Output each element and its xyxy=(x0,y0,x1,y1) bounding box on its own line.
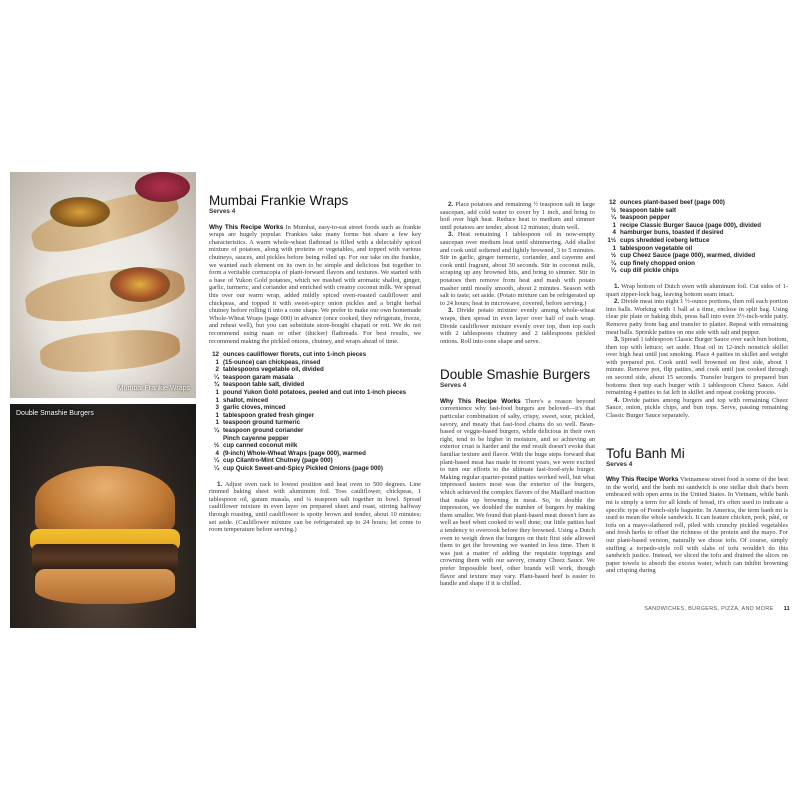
ingredient-item xyxy=(209,366,421,374)
ingredient-item xyxy=(606,229,788,237)
step-number: 2. xyxy=(614,298,620,306)
ingredient-quantity: 12 xyxy=(609,199,616,206)
ingredient-item xyxy=(209,442,421,450)
ingredient-text: teaspoon pepper xyxy=(620,214,670,222)
ingredient-text: teaspoon table salt xyxy=(620,206,677,214)
ingredient-text: Pinch cayenne pepper xyxy=(223,434,289,442)
recipe-title: Mumbai Frankie Wraps xyxy=(209,193,349,208)
step-text: Divide potato mixture evenly among whole-wheat wraps, then spread in even layer over half of each wrap. Divide cauliflower mixture evenly over top, then top each with 2 tablespoons chutney and 2 tablespoons pickled onions. Roll into cone shape and serve. xyxy=(440,307,595,345)
recipe-title: Double Smashie Burgers xyxy=(440,367,591,383)
photo-caption: Double Smashie Burgers xyxy=(16,410,94,417)
ingredient-text: teaspoon garam masala xyxy=(223,373,294,381)
ingredient-text: teaspoon ground coriander xyxy=(223,427,304,435)
why-text: There's a reason beyond convenience why fast-food burgers are beloved—it's that particular combination of salty, crispy, sweet, sour, pickled, savory, and meaty that fast-food chains do so well. Bean-based or veggie-based burgers, while delicious in their own right, tend to be higher in moisture, and so achieving an exterior crust is harder and the end result doesn't evoke that familiar texture and flavor. With the huge steps forward that plant-based meat has made in recent years, we were excited to turn our efforts to the ultimate fast-food-style burger. Making regular quarter-pound patties worked well, but what impressed tasters most was the exterior of the burgers, which achieved the complex flavors of the Maillard reaction that make up browning in meat. So, to double the impression, we doubled the number of burgers by making them smaller. We found that plant-based meat doesn't fare as well as beef when cooked to well done; our little patties had a tendency to overcook before they browned. Using a Dutch oven to weigh down the burgers on their first side allowed them to get the browning we wanted in less time. Then it was just a matter of adding the requisite toppings and crowning them with our savory, creamy Cheez Sauce. We prefer Impossible beef, other brands will work, though flavor and texture may vary. Plant-based beef is easier to handle and shape if it is chilled. xyxy=(440,397,596,588)
serves: Serves 4 xyxy=(209,208,236,215)
ingredient-text: (9-inch) Whole-Wheat Wraps (page 000), warmed xyxy=(223,449,366,457)
step-text: Divide patties among burgers and top with remaining Cheez Sauce, onion, pickle chips, and bun tops. Serve, passing remaining Classic Burger Sauce separately. xyxy=(606,396,788,420)
filling-image xyxy=(110,267,170,302)
bun-top-image xyxy=(35,466,175,536)
ingredient-quantity: ¼ xyxy=(213,373,219,381)
step-text: Adjust oven rack to lowest position and heat oven to 500 degrees. Line rimmed baking sheet with aluminum foil. Toss cauliflower, chickpeas, 1 tablespoon oil, garam masala, and ¼ teaspoon salt together in bowl. Spread cauliflower mixture in even layer on prepared sheet and roast, stirring halfway through roasting, until cauliflower is spotty brown and tender, about 10 minutes; set aside. (Cauliflower mixture can be refrigerated up to 24 hours; let come to room temperature before serving.) xyxy=(209,480,421,534)
ingredient-item xyxy=(209,412,421,420)
why-text: Vietnamese street food is some of the best in the world, and the banh mi sandwich is one stellar dish that's been embraced with open arms in the United States. In Vietnam, while banh mi is simply a term for all kinds of bread, it's often used to indicate a specific type of French-style baguette. In America, the term banh mi is used to mean the whole sandwich. It can feature chicken, pork, pâté, or tofu on a mayo-slathered roll, piled with crunchy pickled vegetables and fresh herbs to offset the richness of the protein and the mayo. For our plant-based version, naturally we chose tofu. Of course, simply stuffing a torpedo-style roll with slabs of tofu wouldn't do this sandwich justice. Instead, we sliced the tofu and drained the slices on paper towels to absorb the excess water, which can inhibit browning and crisping during xyxy=(606,476,789,575)
step-text: Wrap bottom of Dutch oven with aluminum foil. Cut sides of 1-quart zipper-lock bag, leaving bottom seam intact. xyxy=(606,282,788,298)
ingredient-item xyxy=(209,419,421,427)
ingredient-text: teaspoon ground turmeric xyxy=(223,419,301,427)
ingredient-item xyxy=(209,381,421,389)
recipe-step xyxy=(209,480,421,534)
double-smashie-burgers-photo xyxy=(10,404,196,628)
ingredient-text: cup canned coconut milk xyxy=(223,442,298,450)
why-label: Why This Recipe Works xyxy=(440,397,521,405)
ingredient-text: cup finely chopped onion xyxy=(620,259,695,267)
ingredient-text: tablespoon grated fresh ginger xyxy=(223,411,315,419)
ingredient-quantity: 1 xyxy=(215,389,219,397)
ingredient-list xyxy=(209,351,421,473)
step-text: Divide meat into eight 1 ½-ounce portions, then roll each portion into balls. Working with 1 ball at a time, enclose in split bag. Using clear pie plate or baking dish, press ball into even 3½-inch-wide patty. Remove patty from bag and transfer to platter. Repeat with remaining meat balls. Sprinkle patties on one side with salt and pepper. xyxy=(606,298,788,336)
ingredient-text: cup Quick Sweet-and-Spicy Pickled Onions (page 000) xyxy=(223,465,383,472)
ingredient-quantity: 4 xyxy=(612,229,616,237)
ingredient-quantity: 1 xyxy=(215,396,219,404)
section-title: SANDWICHES, BURGERS, PIZZA, AND MORE xyxy=(644,606,774,612)
ingredient-item xyxy=(209,359,421,367)
step-number: 1. xyxy=(217,480,223,488)
ingredient-quantity: 1½ xyxy=(607,236,616,244)
step-number: 3. xyxy=(448,307,454,315)
recipe-title: Tofu Banh Mi xyxy=(606,445,685,461)
recipe-step xyxy=(440,201,595,231)
ingredient-text: shallot, minced xyxy=(223,396,269,404)
ingredient-quantity: ¼ xyxy=(213,465,219,472)
ingredient-quantity: 1 xyxy=(215,358,219,366)
photo-caption: Mumbai Frankie Wraps xyxy=(117,385,190,392)
ingredient-item xyxy=(209,427,421,435)
ingredient-item xyxy=(209,397,421,405)
pickled-onion-bowl xyxy=(135,172,190,202)
column-2 xyxy=(440,201,595,588)
ingredient-quantity: ¼ xyxy=(213,457,219,465)
page-footer xyxy=(605,606,790,612)
ingredient-quantity: ¾ xyxy=(213,381,219,389)
why-label: Why This Recipe Works xyxy=(606,476,679,484)
ingredient-quantity: ¼ xyxy=(213,427,219,435)
ingredient-quantity: ½ xyxy=(610,252,616,260)
ingredient-quantity: 12 xyxy=(212,351,219,359)
recipe-step xyxy=(606,298,788,336)
ingredient-item xyxy=(606,267,788,275)
ingredient-list xyxy=(606,199,788,275)
ingredient-quantity: ¼ xyxy=(610,214,616,222)
step-number: 3. xyxy=(614,336,620,344)
step-text: Place potatoes and remaining ½ teaspoon salt in large saucepan, add cold water to cover by 1 inch, and bring to boil over high heat. Reduce heat to medium and simmer until potatoes are tender, about 12 minutes; drain well. xyxy=(440,201,595,231)
ingredient-item xyxy=(209,465,421,473)
ingredient-text: cup Cheez Sauce (page 000), warmed, divided xyxy=(620,252,756,260)
ingredient-text: (15-ounce) can chickpeas, rinsed xyxy=(223,358,321,366)
ingredient-item xyxy=(606,260,788,268)
ingredient-item xyxy=(606,252,788,260)
ingredient-item xyxy=(606,237,788,245)
step-number: 4. xyxy=(614,396,620,404)
wrap-image xyxy=(39,326,182,376)
ingredient-item xyxy=(209,457,421,465)
ingredient-item xyxy=(606,199,788,207)
serves: Serves 4 xyxy=(440,382,467,390)
ingredient-item xyxy=(606,245,788,253)
step-number: 2. xyxy=(448,201,454,208)
step-number: 1. xyxy=(614,282,620,290)
why-label: Why This Recipe Works xyxy=(209,223,284,231)
ingredient-text: recipe Classic Burger Sauce (page 000), divided xyxy=(620,221,761,229)
ingredient-text: hamburger buns, toasted if desired xyxy=(620,229,724,237)
ingredient-item xyxy=(606,222,788,230)
ingredient-quantity: 1 xyxy=(215,411,219,419)
mumbai-frankie-wraps-photo xyxy=(10,172,196,398)
ingredient-quantity: 3 xyxy=(215,404,219,412)
bun-bottom-image xyxy=(35,569,175,604)
page-number: 11 xyxy=(783,606,790,612)
filling-image xyxy=(50,197,110,227)
recipe-step xyxy=(606,397,788,420)
recipe-step xyxy=(440,231,595,307)
ingredient-quantity: ¼ xyxy=(610,259,616,267)
ingredient-text: pound Yukon Gold potatoes, peeled and cut into 1-inch pieces xyxy=(223,389,407,397)
recipe-step xyxy=(606,283,788,298)
ingredient-item xyxy=(209,351,421,359)
ingredient-quantity: 1 xyxy=(612,221,616,229)
step-text: Heat remaining 1 tablespoon oil in now-empty saucepan over medium heat until shimmering. Add shallot and cook until softened and lightly browned, 3 to 5 minutes. Stir in garlic, ginger turmeric, coriander, and cayenne and cook until fragrant, about 30 seconds. Stir in coconut milk, scraping up any browned bits, and bring to simmer. Stir in potatoes then remove from heat and mash with potato masher until mostly smooth, about 2 minutes. Season with salt to taste; set aside. (Potato mixture can be refrigerated up to 24 hours; heat in microwave, covered, before serving.) xyxy=(440,231,595,307)
ingredient-quantity: ½ xyxy=(610,206,616,214)
ingredient-quantity: 1 xyxy=(612,244,616,252)
ingredient-quantity: 1 xyxy=(215,419,219,427)
ingredient-text: ounces cauliflower florets, cut into 1-inch pieces xyxy=(223,351,367,359)
step-number: 3. xyxy=(448,231,454,239)
ingredient-quantity: 4 xyxy=(215,449,219,457)
patty-image xyxy=(32,544,178,572)
ingredient-text: garlic cloves, minced xyxy=(223,404,286,412)
ingredient-text: teaspoon table salt, divided xyxy=(223,381,305,389)
ingredient-quantity: ¼ xyxy=(610,267,616,275)
recipe-step xyxy=(606,336,788,397)
step-text: Spread 1 tablespoon Classic Burger Sauce over each bun bottom, then top with lettuce; set aside. Heat oil in 12-inch nonstick skillet over high heat until just smoking. Place 4 patties in skillet and weight with prepared pot. Cook until well browned on first side, about 1 minute. Remove pot, flip patties, and cook until just cooked through on second side, about 15 seconds. Transfer burgers to prepared bun bottoms then top each burger with 1 tablespoon Cheez Sauce. Add remaining 4 patties to fat left in skillet and repeat cooking process. xyxy=(606,336,788,397)
ingredient-text: ounces plant-based beef (page 000) xyxy=(620,199,725,206)
column-3 xyxy=(606,199,788,575)
ingredient-item xyxy=(209,450,421,458)
ingredient-item xyxy=(606,207,788,215)
recipe-step xyxy=(440,307,595,345)
ingredient-quantity: ½ xyxy=(213,442,219,450)
serves: Serves 4 xyxy=(606,460,633,468)
ingredient-quantity: 2 xyxy=(215,366,219,374)
ingredient-text: cups shredded iceberg lettuce xyxy=(620,236,710,244)
ingredient-text: cup Cilantro-Mint Chutney (page 000) xyxy=(223,457,333,465)
recipe-mumbai-frankie-wraps xyxy=(209,193,421,534)
ingredient-text: cup dill pickle chips xyxy=(620,267,679,275)
ingredient-item xyxy=(209,404,421,412)
ingredient-item xyxy=(209,435,421,443)
ingredient-quantity xyxy=(209,435,223,443)
ingredient-item xyxy=(209,389,421,397)
ingredient-item xyxy=(209,374,421,382)
ingredient-text: tablespoons vegetable oil, divided xyxy=(223,366,324,374)
ingredient-text: tablespoon vegetable oil xyxy=(620,244,693,252)
ingredient-item xyxy=(606,214,788,222)
why-text: In Mumbai, easy-to-eat street foods such as frankie wraps are hugely popular. Frankies take many forms but share a few key characteristics. A warm whole-wheat flatbread is filled with a delectably spiced mixture of potatoes, along with proteins or vegetables, and topped with various chutneys, sauces, and pickles before being rolled up. For our take on the frankie, we wanted each element on its own to be simple and delicious but together to form a veritable cornucopia of plant-forward flavors and textures. We started with a base of Yukon Gold potatoes, which we mashed with aromatic shallot, ginger, garlic, turmeric, and coriander and enriched with creamy coconut milk. We spread this over our warm wrap, added mildly spiced oven-roasted cauliflower and chickpeas, and topped it with sweet-spicy onion pickles and a bright herbal chutney before rolling it into a cone shape. We prefer to make our own homemade Whole-Wheat Wraps (page 000) in advance (once cooked, they refrigerate, freeze, and reheat well), but you can substitute store-bought chapati or roti. We do not recommend using naan or other (thicker) flatbreads. For best results, we recommend making the pickled onions, chutney, and wraps ahead of time. xyxy=(209,223,421,345)
